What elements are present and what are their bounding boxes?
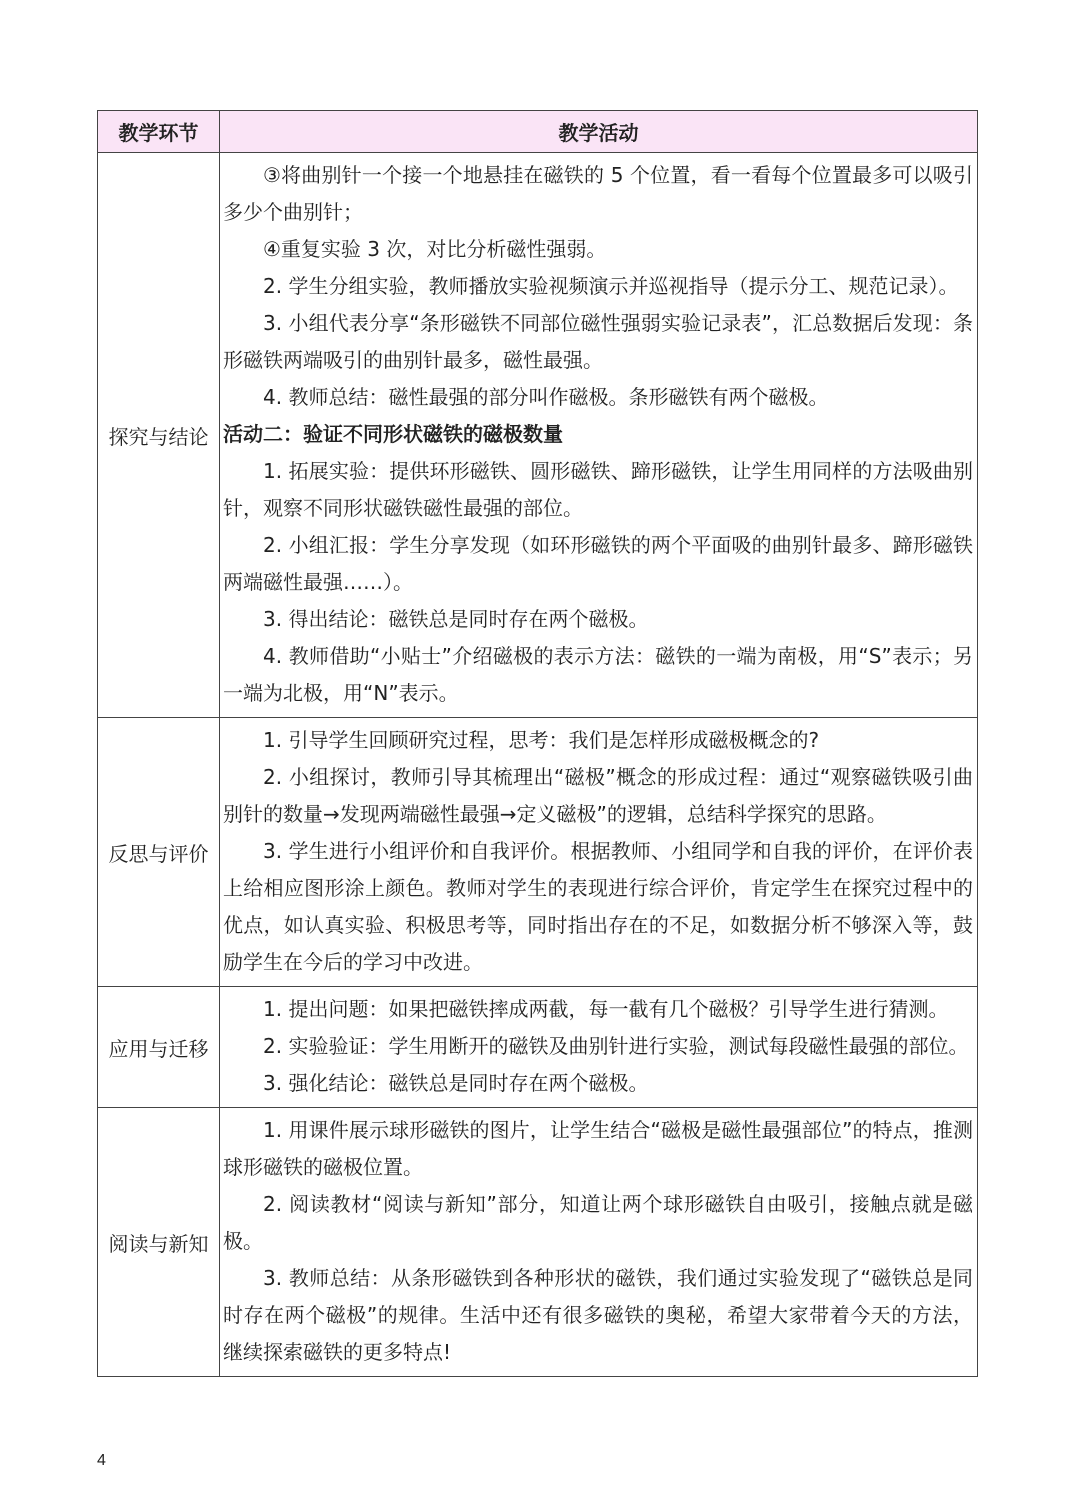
activity-paragraph: 2. 学生分组实验，教师播放实验视频演示并巡视指导（提示分工、规范记录）。 bbox=[263, 274, 959, 298]
lesson-plan-table bbox=[97, 110, 978, 1377]
activity-cell bbox=[220, 153, 978, 718]
activity-paragraph: ④重复实验 3 次，对比分析磁性强弱。 bbox=[263, 237, 607, 261]
activity-paragraph: 4. 教师总结：磁性最强的部分叫作磁极。条形磁铁有两个磁极。 bbox=[263, 385, 829, 409]
activity-paragraph: 4. 教师借助“小贴士”介绍磁极的表示方法：磁铁的一端为南极，用“S”表示；另一端为北极，用“N”表示。 bbox=[223, 644, 973, 705]
table-row-apply bbox=[98, 987, 978, 1108]
activity-paragraph: 3. 教师总结：从条形磁铁到各种形状的磁铁，我们通过实验发现了“磁铁总是同时存在两个磁极”的规律。生活中还有很多磁铁的奥秘，希望大家带着今天的方法，继续探索磁铁的更多特点! bbox=[223, 1266, 973, 1364]
activity-paragraph: 3. 小组代表分享“条形磁铁不同部位磁性强弱实验记录表”，汇总数据后发现：条形磁铁两端吸引的曲别针最多，磁性最强。 bbox=[223, 311, 973, 372]
activity-paragraph: ③将曲别针一个接一个地悬挂在磁铁的 5 个位置，看一看每个位置最多可以吸引多少个曲别针； bbox=[223, 163, 973, 224]
activity-cell bbox=[220, 987, 978, 1108]
stage-label: 探究与结论 bbox=[98, 153, 220, 718]
page-number: 4 bbox=[97, 1452, 106, 1469]
activity-paragraph: 1. 提出问题：如果把磁铁摔成两截，每一截有几个磁极？引导学生进行猜测。 bbox=[263, 997, 949, 1021]
stage-label: 应用与迁移 bbox=[98, 987, 220, 1108]
activity-paragraph: 1. 用课件展示球形磁铁的图片，让学生结合“磁极是磁性最强部位”的特点，推测球形磁铁的磁极位置。 bbox=[223, 1118, 973, 1179]
table-row-read bbox=[98, 1108, 978, 1377]
activity-paragraph: 2. 实验验证：学生用断开的磁铁及曲别针进行实验，测试每段磁性最强的部位。 bbox=[263, 1034, 969, 1058]
table-header-row bbox=[98, 111, 978, 153]
activity-paragraph: 1. 拓展实验：提供环形磁铁、圆形磁铁、蹄形磁铁，让学生用同样的方法吸曲别针，观察不同形状磁铁磁性最强的部位。 bbox=[223, 459, 973, 520]
activity-paragraph: 3. 学生进行小组评价和自我评价。根据教师、小组同学和自我的评价，在评价表上给相应图形涂上颜色。教师对学生的表现进行综合评价，肯定学生在探究过程中的优点，如认真实验、积极思考等，同时指出存在的不足，如数据分析不够深入等，鼓励学生在今后的学习中改进。 bbox=[223, 839, 973, 974]
activity-cell bbox=[220, 1108, 978, 1377]
stage-label: 阅读与新知 bbox=[98, 1108, 220, 1377]
table-row-explore bbox=[98, 153, 978, 718]
activity-heading: 活动二：验证不同形状磁铁的磁极数量 bbox=[223, 422, 563, 446]
activity-cell bbox=[220, 718, 978, 987]
table-row-reflect bbox=[98, 718, 978, 987]
header-activity: 教学活动 bbox=[220, 111, 978, 153]
stage-label: 反思与评价 bbox=[98, 718, 220, 987]
activity-paragraph: 2. 阅读教材“阅读与新知”部分，知道让两个球形磁铁自由吸引，接触点就是磁极。 bbox=[223, 1192, 973, 1253]
activity-paragraph: 3. 强化结论：磁铁总是同时存在两个磁极。 bbox=[263, 1071, 649, 1095]
activity-paragraph: 2. 小组探讨，教师引导其梳理出“磁极”概念的形成过程：通过“观察磁铁吸引曲别针的数量→发现两端磁性最强→定义磁极”的逻辑，总结科学探究的思路。 bbox=[223, 765, 973, 826]
activity-paragraph: 2. 小组汇报：学生分享发现（如环形磁铁的两个平面吸的曲别针最多、蹄形磁铁两端磁性最强……）。 bbox=[223, 533, 973, 594]
activity-paragraph: 3. 得出结论：磁铁总是同时存在两个磁极。 bbox=[263, 607, 649, 631]
activity-paragraph: 1. 引导学生回顾研究过程，思考：我们是怎样形成磁极概念的? bbox=[263, 728, 820, 752]
header-stage: 教学环节 bbox=[98, 111, 220, 153]
